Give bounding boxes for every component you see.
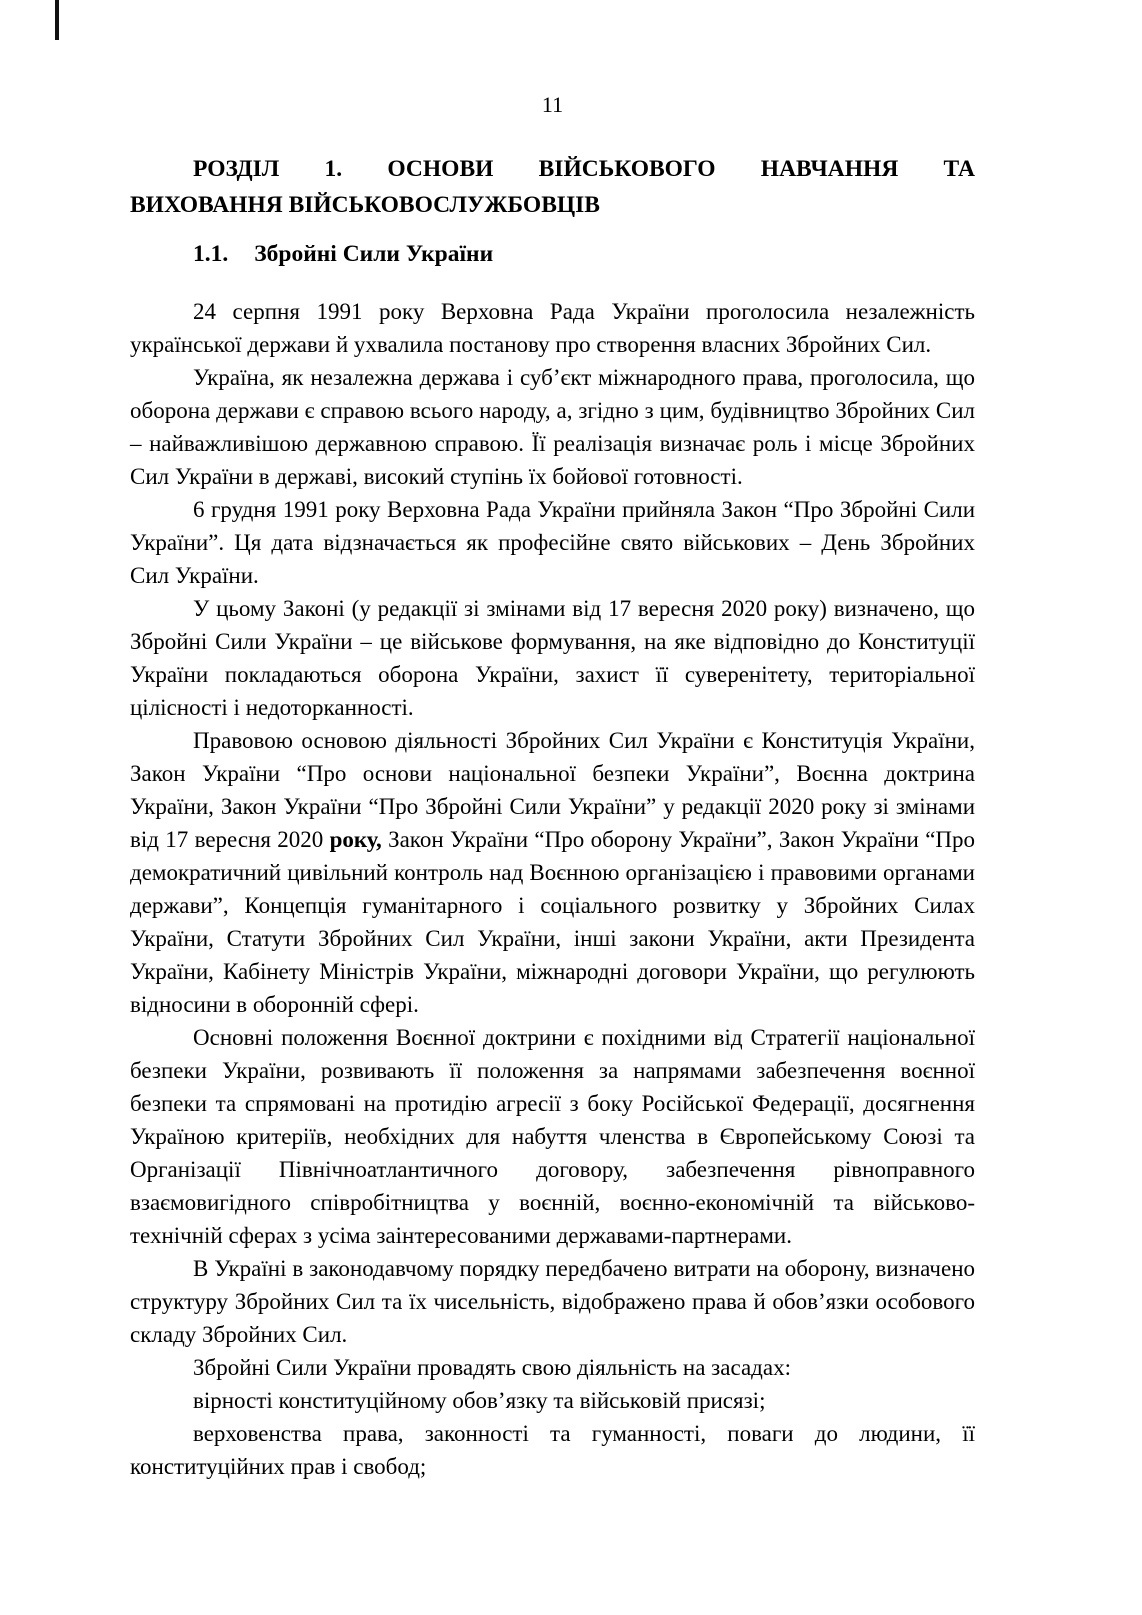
paragraph: [130, 1351, 975, 1384]
paragraph: [130, 1252, 975, 1351]
paragraph: [130, 724, 975, 1021]
text-segment: Закон України “Про оборону України”, Закон України “Про демократичний цивільний контроль над Воєнною організацією і правовими органами держави”, Концепція гуманітарного і соціального розвитку у Збройних Силах України, Статути Збройних Сил України, інші закони України, акти Президента України, Кабінету Міністрів України, міжнародні договори України, що регулюють відносини в оборонній сфері.: [130, 827, 976, 1017]
text-segment: 24 серпня 1991 року Верховна Рада України проголосила незалежність української держави й ухвалила постанову про створення власних Збройних Сил.: [130, 299, 975, 357]
paragraph: [130, 1021, 975, 1252]
text-segment: Правовою основою діяльності Збройних Сил України є Конституція України, Закон України “Про основи національної безпеки України”, Воєнна доктрина України, Закон України “Про Збройні Сили України” у редакції 2020 року зі змінами від 17 вересня 2020: [130, 728, 975, 852]
text-segment: Основні положення Воєнної доктрини є похідними від Стратегії національної безпеки України, розвивають її положення за напрямами забезпечення воєнної безпеки та спрямовані на протидію агресії з боку Російської Федерації, досягнення Україною критеріїв, необхідних для набуття членства в Європейському Союзі та Організації Північноатлантичного договору, забезпечення рівноправного взаємовигідного співробітництва у воєнній, воєнно-економічній та військово-технічній сферах з усіма заінтересованими державами-партнерами.: [130, 1025, 975, 1248]
body-text: [130, 295, 975, 1483]
text-segment: 6 грудня 1991 року Верховна Рада України прийняла Закон “Про Збройні Сили України”. Ця дата відзначається як професійне свято військових – День Збройних Сил України.: [130, 497, 975, 588]
chapter-heading-line1: РОЗДІЛ 1. ОСНОВИ ВІЙСЬКОВОГО НАВЧАННЯ ТА: [193, 156, 975, 182]
text-segment: В Україні в законодавчому порядку передбачено витрати на оборону, визначено структуру Збройних Сил та їх чисельність, відображено права й обов’язки особового складу Збройних Сил.: [130, 1256, 975, 1347]
bold-text-segment: року,: [329, 827, 382, 852]
paragraph: [130, 295, 975, 361]
text-segment: Збройні Сили України провадять свою діяльність на засадах:: [193, 1355, 791, 1380]
text-segment: У цьому Законі (у редакції зі змінами від 17 вересня 2020 року) визначено, що Збройні Сили України – це військове формування, на яке відповідно до Конституції України покладаються оборона України, захист її суверенітету, територіальної цілісності і недоторканності.: [130, 596, 975, 720]
section-heading: [130, 239, 975, 269]
paragraph: [130, 592, 975, 724]
paragraph: [130, 1384, 975, 1417]
text-segment: верховенства права, законності та гуманності, поваги до людини, її конституційних прав і свобод;: [130, 1421, 975, 1479]
paragraph: [130, 1417, 975, 1483]
paragraph: [130, 361, 975, 493]
chapter-heading-line2: ВИХОВАННЯ ВІЙСЬКОВОСЛУЖБОВЦІВ: [130, 192, 600, 218]
section-heading-text: Збройні Сили України: [254, 241, 494, 267]
paragraph: [130, 493, 975, 592]
chapter-heading: [130, 151, 975, 223]
text-segment: вірності конституційному обов’язку та військовій присязі;: [193, 1388, 766, 1413]
text-segment: Україна, як незалежна держава і суб’єкт міжнародного права, проголосила, що оборона держави є справою всього народу, а, згідно з цим, будівництво Збройних Сил – найважливішою державною справою. Її реалізація визначає роль і місце Збройних Сил України в державі, високий ступінь їх бойової готовності.: [130, 365, 975, 489]
section-number: 1.1.: [193, 241, 229, 267]
page-number: 11: [541, 92, 564, 117]
scan-artifact: [55, 0, 59, 40]
